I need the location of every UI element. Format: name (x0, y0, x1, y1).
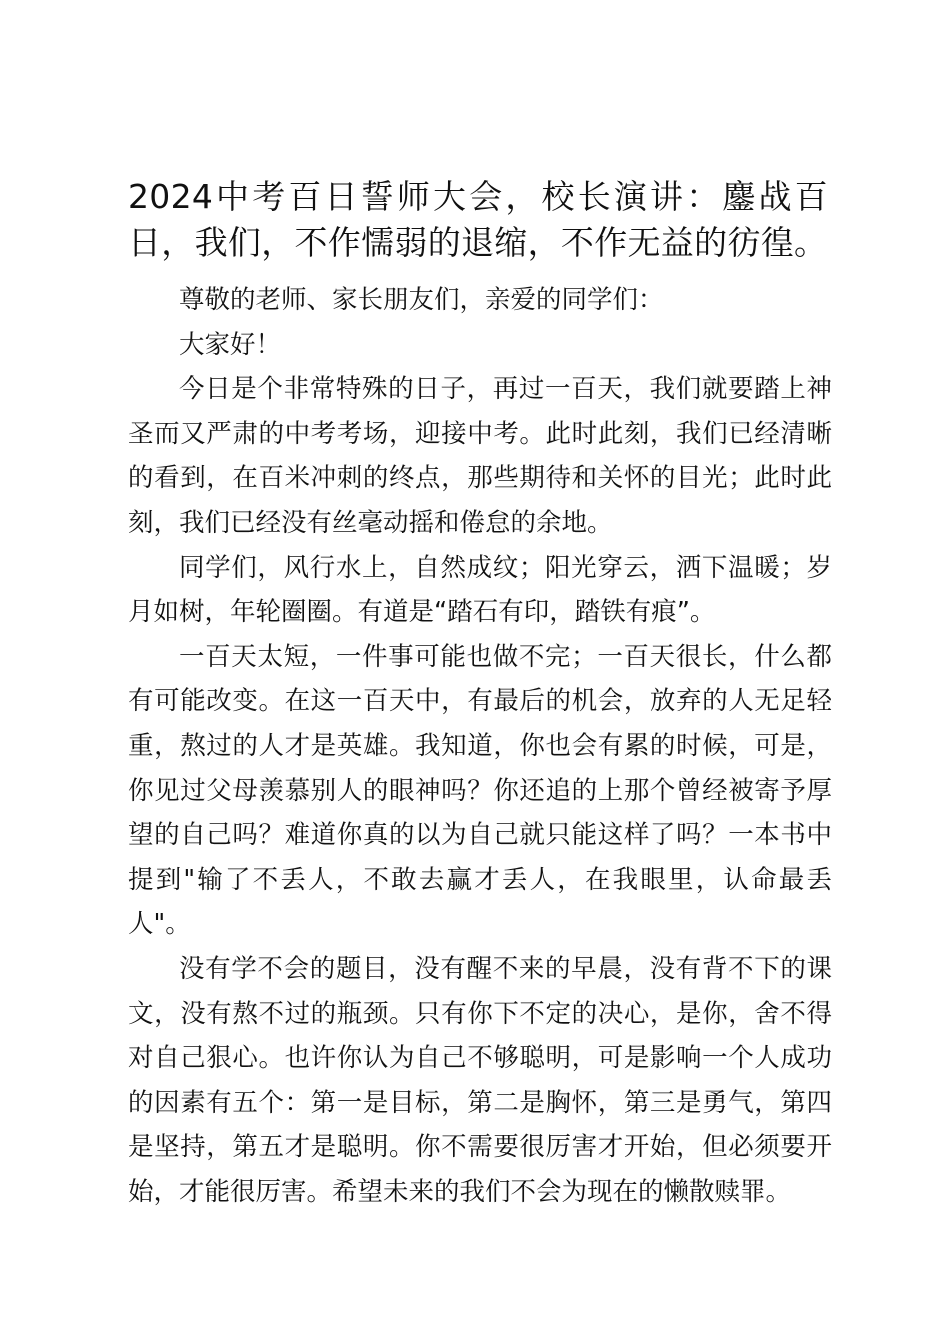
paragraph-2: 同学们，风行水上，自然成纹；阳光穿云，洒下温暖；岁月如树，年轮圈圈。有道是“踏石有印，踏铁有痕”。 (128, 552, 832, 628)
paragraph-hello: 大家好！ (179, 329, 282, 360)
paragraph-4: 没有学不会的题目，没有醒不来的早晨，没有背不下的课文，没有熬不过的瓶颈。只有你下不定的决心，是你，舍不得对自己狠心。也许你认为自己不够聪明，可是影响一个人成功的因素有五个：第一是目标，第二是胸怀，第三是勇气，第四是坚持，第五才是聪明。你不需要很厉害才开始，但必须要开始，才能很厉害。希望未来的我们不会为现在的懒散赎罪。 (128, 953, 832, 1207)
paragraph-1: 今日是个非常特殊的日子，再过一百天，我们就要踏上神圣而又严肃的中考考场，迎接中考。此时此刻，我们已经清晰的看到，在百米冲刺的终点，那些期待和关怀的目光；此时此刻，我们已经没有丝毫动摇和倦怠的余地。 (128, 374, 832, 538)
document-title: 2024中考百日誓师大会，校长演讲：鏖战百日，我们，不作懦弱的退缩，不作无益的彷徨。 (128, 177, 828, 262)
document-body (128, 278, 832, 1214)
paragraph-3: 一百天太短，一件事可能也做不完；一百天很长，什么都有可能改变。在这一百天中，有最后的机会，放弃的人无足轻重，熬过的人才是英雄。我知道，你也会有累的时候，可是，你见过父母羡慕别人的眼神吗？你还追的上那个曾经被寄予厚望的自己吗？难道你真的以为自己就只能这样了吗？一本书中提到"输了不丢人，不敢去赢才丢人，在我眼里，认命最丢人"。 (128, 641, 832, 940)
paragraph-greeting: 尊敬的老师、家长朋友们，亲爱的同学们： (179, 285, 664, 315)
